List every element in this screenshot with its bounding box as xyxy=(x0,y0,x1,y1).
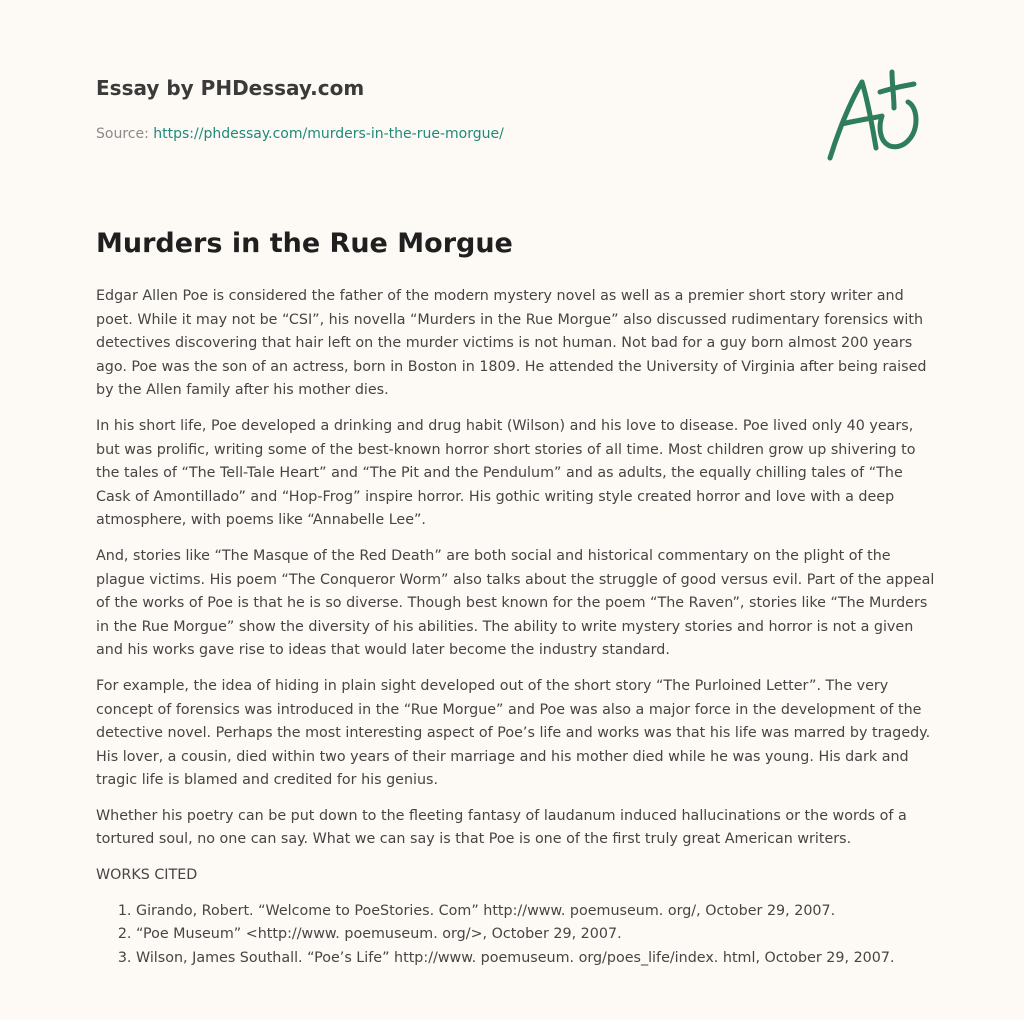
essay-paragraph: Edgar Allen Poe is considered the father of the modern mystery novel as well as a premier short story writer and poet. While it may not be “CSI”, his novella “Murders in the Rue Morgue” also discussed rudimentary forensics with detectives discovering that hair left on the murder victims is not human. Not bad for a guy born almost 200 years ago. Poe was the son of an actress, born in Boston in 1809. He attended the University of Virginia after being raised by the Allen family after his mother dies. xyxy=(96,288,927,399)
brand-title: Essay by PHDessay.com xyxy=(96,76,365,100)
source-line xyxy=(96,125,796,143)
essay-paragraph: And, stories like “The Masque of the Red Death” are both social and historical commentary on the plight of the plague victims. His poem “The Conqueror Worm” also talks about the struggle of good versus evil. Part of the appeal of the works of Poe is that he is so diverse. Though best known for the poem “The Raven”, stories like “The Murders in the Rue Morgue” show the diversity of his abilities. The ability to write mystery stories and horror is not a given and his works gave rise to ideas that would later become the industry standard. xyxy=(96,547,935,659)
essay-paragraph: For example, the idea of hiding in plain sight developed out of the short story “The Purloined Letter”. The very concept of forensics was introduced in the “Rue Morgue” and Poe was also a major force in the development of the detective novel. Perhaps the most interesting aspect of Poe’s life and works was that his life was marred by tragedy. His lover, a cousin, died within two years of their marriage and his mother died while he was young. His dark and tragic life is blamed and credited for his genius. xyxy=(96,677,931,789)
source-link[interactable]: https://phdessay.com/murders-in-the-rue-morgue/ xyxy=(153,126,504,142)
works-cited-item: 3. Wilson, James Southall. “Poe’s Life” http://www. poemuseum. org/poes_life/index. html, October 29, 2007. xyxy=(136,947,936,971)
essay-body xyxy=(96,285,936,970)
essay-paragraph: In his short life, Poe developed a drinking and drug habit (Wilson) and his love to disease. Poe lived only 40 years, but was prolific, writing some of the best-known horror short stories of all time. Most children grow up shivering to the tales of “The Tell-Tale Heart” and “The Pit and the Pendulum” and as adults, the equally chilling tales of “The Cask of Amontillado” and “Hop-Frog” inspire horror. His gothic writing style created horror and love with a deep atmosphere, with poems like “Annabelle Lee”. xyxy=(96,417,916,529)
works-cited-list xyxy=(96,900,936,971)
document-header xyxy=(96,74,796,143)
works-cited-item: 2. “Poe Museum” <http://www. poemuseum. org/>, October 29, 2007. xyxy=(136,923,936,947)
works-cited-item: 1. Girando, Robert. “Welcome to PoeStories. Com” http://www. poemuseum. org/, October 29, 2007. xyxy=(136,900,936,924)
essay-title: Murders in the Rue Morgue xyxy=(96,228,513,259)
source-label: Source: xyxy=(96,126,154,142)
works-cited-heading: WORKS CITED xyxy=(96,867,198,884)
essay-paragraph: Whether his poetry can be put down to the fleeting fantasy of laudanum induced hallucinations or the words of a tortured soul, no one can say. What we can say is that Poe is one of the first truly great American writers. xyxy=(96,807,907,848)
a-plus-logo-icon xyxy=(822,66,926,164)
